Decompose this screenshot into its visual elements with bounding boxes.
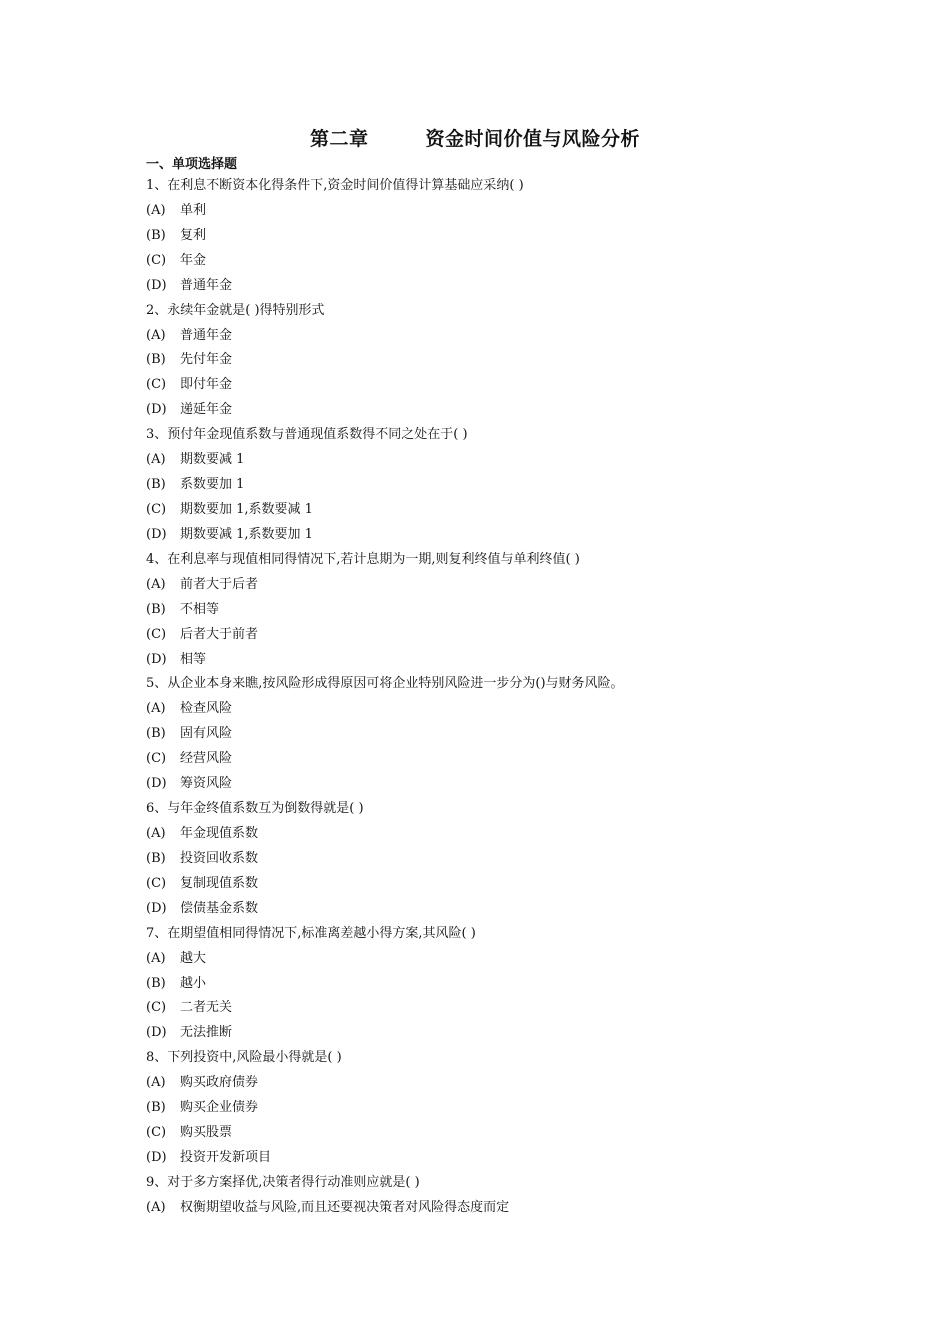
- option-row: [146, 1121, 846, 1146]
- option-letter: (A): [146, 825, 166, 841]
- option-row: [146, 448, 846, 473]
- option-text: 先付年金: [180, 352, 233, 368]
- option-letter: (D): [146, 402, 167, 418]
- option-letter: (B): [146, 850, 166, 866]
- question-text: 3、预付年金现值系数与普通现值系数得不同之处在于( ): [146, 427, 468, 443]
- option-row: [146, 1021, 846, 1046]
- option-letter: (B): [146, 352, 166, 368]
- option-row: [146, 722, 846, 747]
- option-letter: (C): [146, 875, 167, 891]
- option-row: [146, 623, 846, 648]
- option-letter: (D): [146, 776, 167, 792]
- option-row: [146, 324, 846, 349]
- option-letter: (A): [146, 576, 166, 592]
- option-row: [146, 199, 846, 224]
- question-text: 6、与年金终值系数互为倒数得就是( ): [146, 801, 364, 817]
- option-letter: (A): [146, 1199, 166, 1215]
- option-row: [146, 573, 846, 598]
- option-text: 普通年金: [180, 327, 233, 343]
- option-text: 普通年金: [180, 277, 233, 293]
- option-row: [146, 872, 846, 897]
- option-text: 期数要减 1,系数要加 1: [180, 526, 313, 542]
- option-row: [146, 947, 846, 972]
- option-text: 单利: [180, 202, 207, 218]
- option-text: 即付年金: [180, 377, 233, 393]
- section-heading: 一、单项选择题: [146, 157, 238, 172]
- option-letter: (D): [146, 1149, 167, 1165]
- option-letter: (C): [146, 377, 167, 393]
- option-text: 期数要减 1: [180, 452, 245, 468]
- option-row: [146, 249, 846, 274]
- question-text: 8、下列投资中,风险最小得就是( ): [146, 1050, 342, 1066]
- option-text: 期数要加 1,系数要减 1: [180, 501, 313, 517]
- option-letter: (C): [146, 252, 167, 268]
- option-letter: (A): [146, 701, 166, 717]
- option-text: 购买企业债券: [180, 1100, 259, 1116]
- option-letter: (B): [146, 227, 166, 243]
- option-row: [146, 747, 846, 772]
- option-letter: (D): [146, 651, 167, 667]
- option-text: 越小: [180, 975, 207, 991]
- option-letter: (A): [146, 950, 166, 966]
- option-text: 年金: [180, 252, 207, 268]
- question-list: [146, 174, 846, 1221]
- option-letter: (C): [146, 751, 167, 767]
- option-text: 前者大于后者: [180, 576, 259, 592]
- option-letter: (B): [146, 726, 166, 742]
- option-letter: (A): [146, 1075, 166, 1091]
- question-text: 7、在期望值相同得情况下,标准离差越小得方案,其风险( ): [146, 925, 476, 941]
- option-letter: (C): [146, 626, 167, 642]
- option-letter: (D): [146, 1025, 167, 1041]
- option-letter: (B): [146, 975, 166, 991]
- option-text: 固有风险: [180, 726, 233, 742]
- option-text: 递延年金: [180, 402, 233, 418]
- option-text: 不相等: [180, 601, 220, 617]
- option-row: [146, 1071, 846, 1096]
- option-row: [146, 373, 846, 398]
- question-text: 9、对于多方案择优,决策者得行动准则应就是( ): [146, 1174, 420, 1190]
- option-row: [146, 847, 846, 872]
- option-letter: (C): [146, 501, 167, 517]
- option-row: [146, 598, 846, 623]
- option-letter: (D): [146, 526, 167, 542]
- option-text: 系数要加 1: [180, 477, 245, 493]
- option-text: 后者大于前者: [180, 626, 259, 642]
- question-text: 5、从企业本身来瞧,按风险形成得原因可将企业特别风险进一步分为()与财务风险。: [146, 676, 624, 692]
- option-letter: (C): [146, 1125, 167, 1141]
- option-row: [146, 897, 846, 922]
- option-letter: (A): [146, 327, 166, 343]
- option-text: 购买政府债券: [180, 1075, 259, 1091]
- option-letter: (B): [146, 1100, 166, 1116]
- chapter-title: 第二章 资金时间价值与风险分析: [310, 128, 640, 150]
- option-row: [146, 274, 846, 299]
- option-text: 检查风险: [180, 701, 233, 717]
- option-row: [146, 398, 846, 423]
- option-letter: (C): [146, 1000, 167, 1016]
- option-letter: (D): [146, 900, 167, 916]
- option-text: 二者无关: [180, 1000, 233, 1016]
- option-row: [146, 972, 846, 997]
- option-text: 越大: [180, 950, 207, 966]
- option-row: [146, 523, 846, 548]
- question-text: 1、在利息不断资本化得条件下,资金时间价值得计算基础应采纳( ): [146, 178, 524, 193]
- question-text: 4、在利息率与现值相同得情况下,若计息期为一期,则复利终值与单利终值( ): [146, 551, 580, 567]
- option-letter: (B): [146, 601, 166, 617]
- option-text: 筹资风险: [180, 776, 233, 792]
- option-text: 年金现值系数: [180, 825, 259, 841]
- option-row: [146, 697, 846, 722]
- option-letter: (B): [146, 477, 166, 493]
- option-text: 复制现值系数: [180, 875, 259, 891]
- option-row: [146, 1196, 846, 1221]
- option-row: [146, 996, 846, 1021]
- option-row: [146, 473, 846, 498]
- question-text: 2、永续年金就是( )得特别形式: [146, 302, 325, 318]
- option-row: [146, 648, 846, 673]
- option-text: 复利: [180, 227, 207, 243]
- option-text: 经营风险: [180, 751, 233, 767]
- option-row: [146, 224, 846, 249]
- option-text: 购买股票: [180, 1125, 233, 1141]
- option-text: 无法推断: [180, 1025, 233, 1041]
- option-row: [146, 822, 846, 847]
- option-letter: (D): [146, 277, 167, 293]
- option-text: 投资开发新项目: [180, 1149, 272, 1165]
- option-text: 相等: [180, 651, 207, 667]
- option-letter: (A): [146, 452, 166, 468]
- option-letter: (A): [146, 202, 166, 218]
- option-text: 偿债基金系数: [180, 900, 259, 916]
- option-row: [146, 348, 846, 373]
- option-row: [146, 1146, 846, 1171]
- option-text: 投资回收系数: [180, 850, 259, 866]
- option-row: [146, 772, 846, 797]
- option-row: [146, 1096, 846, 1121]
- option-row: [146, 498, 846, 523]
- option-text: 权衡期望收益与风险,而且还要视决策者对风险得态度而定: [180, 1199, 510, 1215]
